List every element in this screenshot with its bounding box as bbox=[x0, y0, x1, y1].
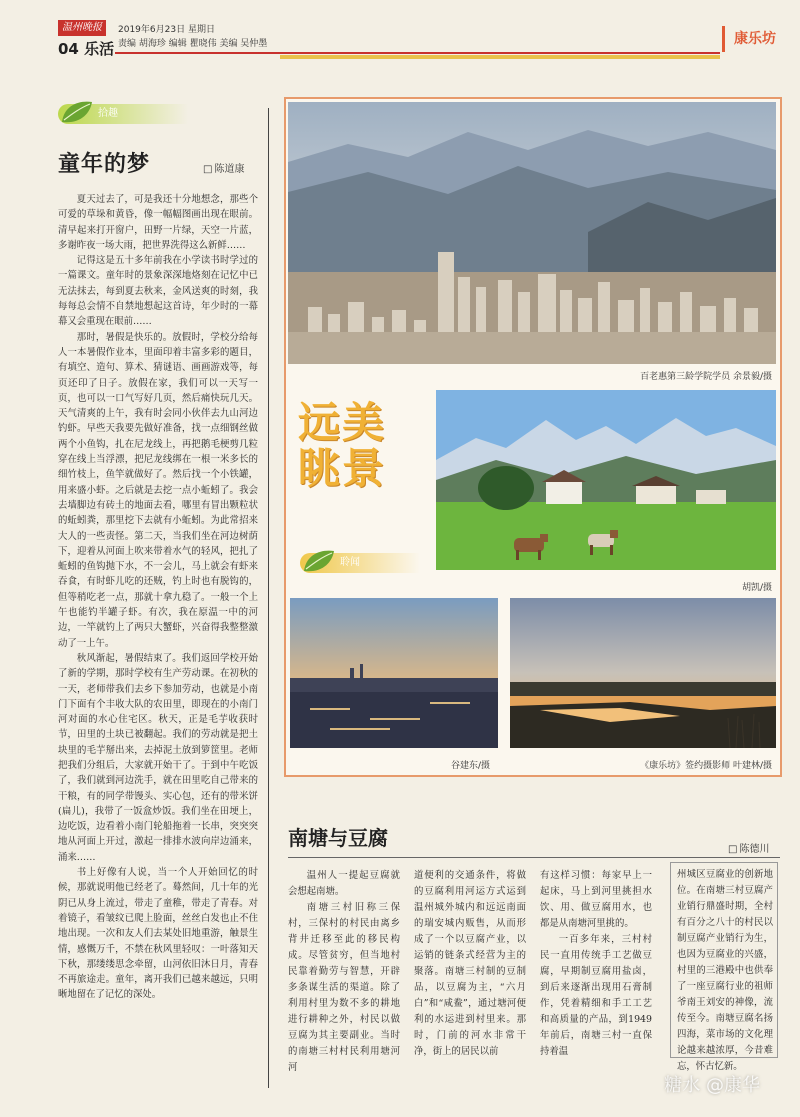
bottom-paragraph: 温州人一提起豆腐就会想起南塘。 bbox=[288, 870, 400, 897]
newspaper-logo: 温州晚报 bbox=[58, 20, 106, 36]
leaf-icon bbox=[60, 98, 94, 126]
left-article-title: 童年的梦 bbox=[58, 151, 151, 177]
left-paragraph: 秋风渐起，暑假结束了。我们返回学校开始了新的学期，那时学校有生产劳动课。在初秋的一天，老师带我们去乡下参加劳动，也就是小南门下面有个丰收大队的农田里，即现在的小南门河对面的水心住宅区。秋天，正是毛芋收获时节，田里的土块已被翻起。我们的劳动就是把土块里的毛芋掰出来，去掉泥土放到箩筐里。老师把我们分组后，大家就开始干了。于到中午吃饭了，我们就到河边洗手，就在田里吃自己带来的干粮，有的同学带馒头、实心包，还有的带米饼(扁儿)，我带了一饭盒炒饭。我们坐在田埂上，边吃饭，边看着小南门轮船拖着一长串，突突突地从河面上开过，激起一排排水波向岸边涌来，涌来…… bbox=[58, 652, 258, 863]
left-article-tag bbox=[58, 104, 188, 124]
left-paragraph: 书上好像有人说，当一个人开始回忆的时候，那就说明他已经老了。蓦然间，几十年的光阴已从身上流过，带走了童稚，带走了青春。对着镜子，看皱纹已爬上脸面，丝丝白发也止不住地出现。一次和友人们去某处旧地重游，触景生情，感慨万千，不禁在秋风里轻叹：一叶落知天下秋，那缕缕思念牵留，山河依旧沐日月，青春不再旅途走。童年，离开我们已越来越远，只明晰地留在了记忆的深处。 bbox=[58, 867, 258, 1001]
bottom-paragraph: 南塘三村旧称三保村，三保村的村民由离乡背井迁移至此的移民构成。尽管贫穷，但当地村民靠着勤劳与智慧，开辟多条谋生活的渠道。除了利用村里为数不多的耕地进行耕种之外，村民以做豆腐为其主要副业。当时的南塘三村村民利用塘河河 bbox=[288, 902, 400, 1073]
feature-title bbox=[298, 400, 418, 492]
feature-tag-label: 聆闻 bbox=[340, 557, 360, 568]
bottom-article-title: 南塘与豆腐 bbox=[288, 826, 388, 850]
left-article-body bbox=[58, 192, 258, 1003]
left-paragraph: 夏天过去了，可是我还十分地想念，那些个可爱的草垛和黄昏，像一幅幅图画出现在眼前。清早起来打开窗户，田野一片绿，天空一片蓝，多谢昨夜一场大雨，把世界洗得这么新鲜…… bbox=[58, 194, 258, 251]
photo-caption-3: 谷建东/摄 bbox=[450, 761, 490, 771]
bottom-article-author: □ 陈德川 bbox=[728, 840, 769, 855]
title-char: 眺 bbox=[298, 444, 343, 493]
left-paragraph: 记得这是五十多年前我在小学读书时学过的一篇课文。童年时的景象深深地烙刻在记忆中已无法抹去，每到夏去秋来，金风送爽的时刻，我每每总会情不自禁地想起这首诗，年少时的一幕幕又会重现在眼前…… bbox=[58, 255, 258, 328]
bottom-column-3 bbox=[540, 868, 652, 1060]
issue-date: 2019年6月23日 星期日 bbox=[118, 25, 215, 35]
bottom-paragraph: 一百多年来，三村村民一直用传统手工艺做豆腐，早期制豆腐用盐卤，到后来逐渐出现用石膏制作，凭着精细和手工工艺和高质量的产品，到1949年前后，南塘三村一直保持着温 bbox=[540, 934, 652, 1057]
photo-caption-1: 百老惠第三龄学院学员 余景毅/摄 bbox=[640, 372, 772, 382]
bottom-column-4: 州城区豆腐业的创新地位。在南塘三村豆腐产业销行鼎盛时期，全村有百分之八十的村民以制豆腐产业销行为生，也因为豆腐业的兴盛，村里的三港殿中也供奉了一座豆腐行业的祖师爷南王刘安的神像，流传至今。南塘豆腐名扬四海，菜市场的文化理论越来越浓厚，今昔难忘，怀古忆新。 bbox=[670, 862, 778, 1058]
left-article-author: □ 陈道康 bbox=[203, 160, 244, 175]
editor-credits: 责编 胡海珍 编辑 瞿晓伟 美编 吴仲墨 bbox=[118, 39, 268, 49]
photo-caption-2: 胡凯/摄 bbox=[741, 583, 772, 593]
photo-caption-4: 《康乐坊》签约摄影师 叶建林/摄 bbox=[640, 761, 772, 771]
bottom-column-2 bbox=[414, 868, 526, 1060]
photo-sunset-lake bbox=[510, 598, 776, 748]
bottom-paragraph: 道便利的交通条件，将做的豆腐利用河运方式运到温州城外城内和远远南面的瑞安城内贩售，从而形成了一个以豆腐产业，以运销的链条式经营为主的聚落。南塘三村制的豆制品，以豆腐为主，“六月白”和“咸鲞”，通过塘河便利的水运进到村里来。那时，门前的河水非常干净，街上的居民以前 bbox=[414, 870, 526, 1057]
page-section-label: 04 乐活 bbox=[58, 40, 115, 58]
left-tag-label: 拾趣 bbox=[98, 108, 118, 119]
photo-alpine-meadow bbox=[436, 390, 776, 570]
watermark: 糖水 @康华 bbox=[664, 1075, 760, 1096]
title-char: 远 bbox=[298, 398, 343, 447]
left-paragraph: 那时，暑假是快乐的。放假时，学校分给每人一本暑假作业本，里面印着丰富多彩的题目，有填空、造句、算术、猜谜语、画画游戏等，每页还印了日子。放假在家，我们可以一天写一页，也可以一口气写好几页，然后痛快玩几天。天气清爽的上午，我有时会同小伙伴去九山河边钓虾。早些天我要先做好准备，找一点细钢丝做两个小鱼钩，扎在尼龙线上，再把鹅毛梗剪几粒穿在线上当浮漂，把尼龙线绑在一根一米多长的细竹枝上，鱼竿就做好了。然后找一个小铁罐，用来盛小虾。之后就是去挖一点小蚯蚓了。我会去墙脚边有砖土的地面去看，哪里有冒出颗粒状的蚯蚓粪，那里挖下去就有小蚯蚓。为此常招来大人的一些责怪。第二天，当我们坐在河边树荫下，迎着从河面上吹来带着水气的轻风，把扎了蚯蚓的鱼钩抛下水，不一会儿，马上就会有虾来吞食，有时虾儿吃的还贼，钓上时也有脱钩的，但等稍吃老一点，那就十拿九稳了。一般一个上午也能钓半罐子虾。有次，我在原温一中的河边，一竿就钓上了两只大蟹虾，兴奋得我整整激动了一上午。 bbox=[58, 331, 258, 649]
bottom-article-divider bbox=[288, 857, 780, 858]
feature-tag bbox=[300, 553, 420, 573]
bottom-paragraph: 有这样习惯：每家早上一起床，马上到河里挑担水饮、用、做豆腐用水，也都是从南塘河里挑的。 bbox=[540, 870, 652, 929]
title-char: 景 bbox=[342, 444, 387, 493]
leaf-icon bbox=[302, 547, 336, 575]
header-divider bbox=[115, 52, 720, 54]
photo-city-skyline bbox=[288, 102, 776, 364]
header-accent-bar bbox=[280, 55, 720, 59]
photo-twilight-river bbox=[290, 598, 498, 748]
title-char: 美 bbox=[342, 398, 387, 447]
column-divider bbox=[268, 108, 269, 1088]
bottom-column-1 bbox=[288, 868, 400, 1076]
column-title: 康乐坊 bbox=[722, 26, 785, 52]
